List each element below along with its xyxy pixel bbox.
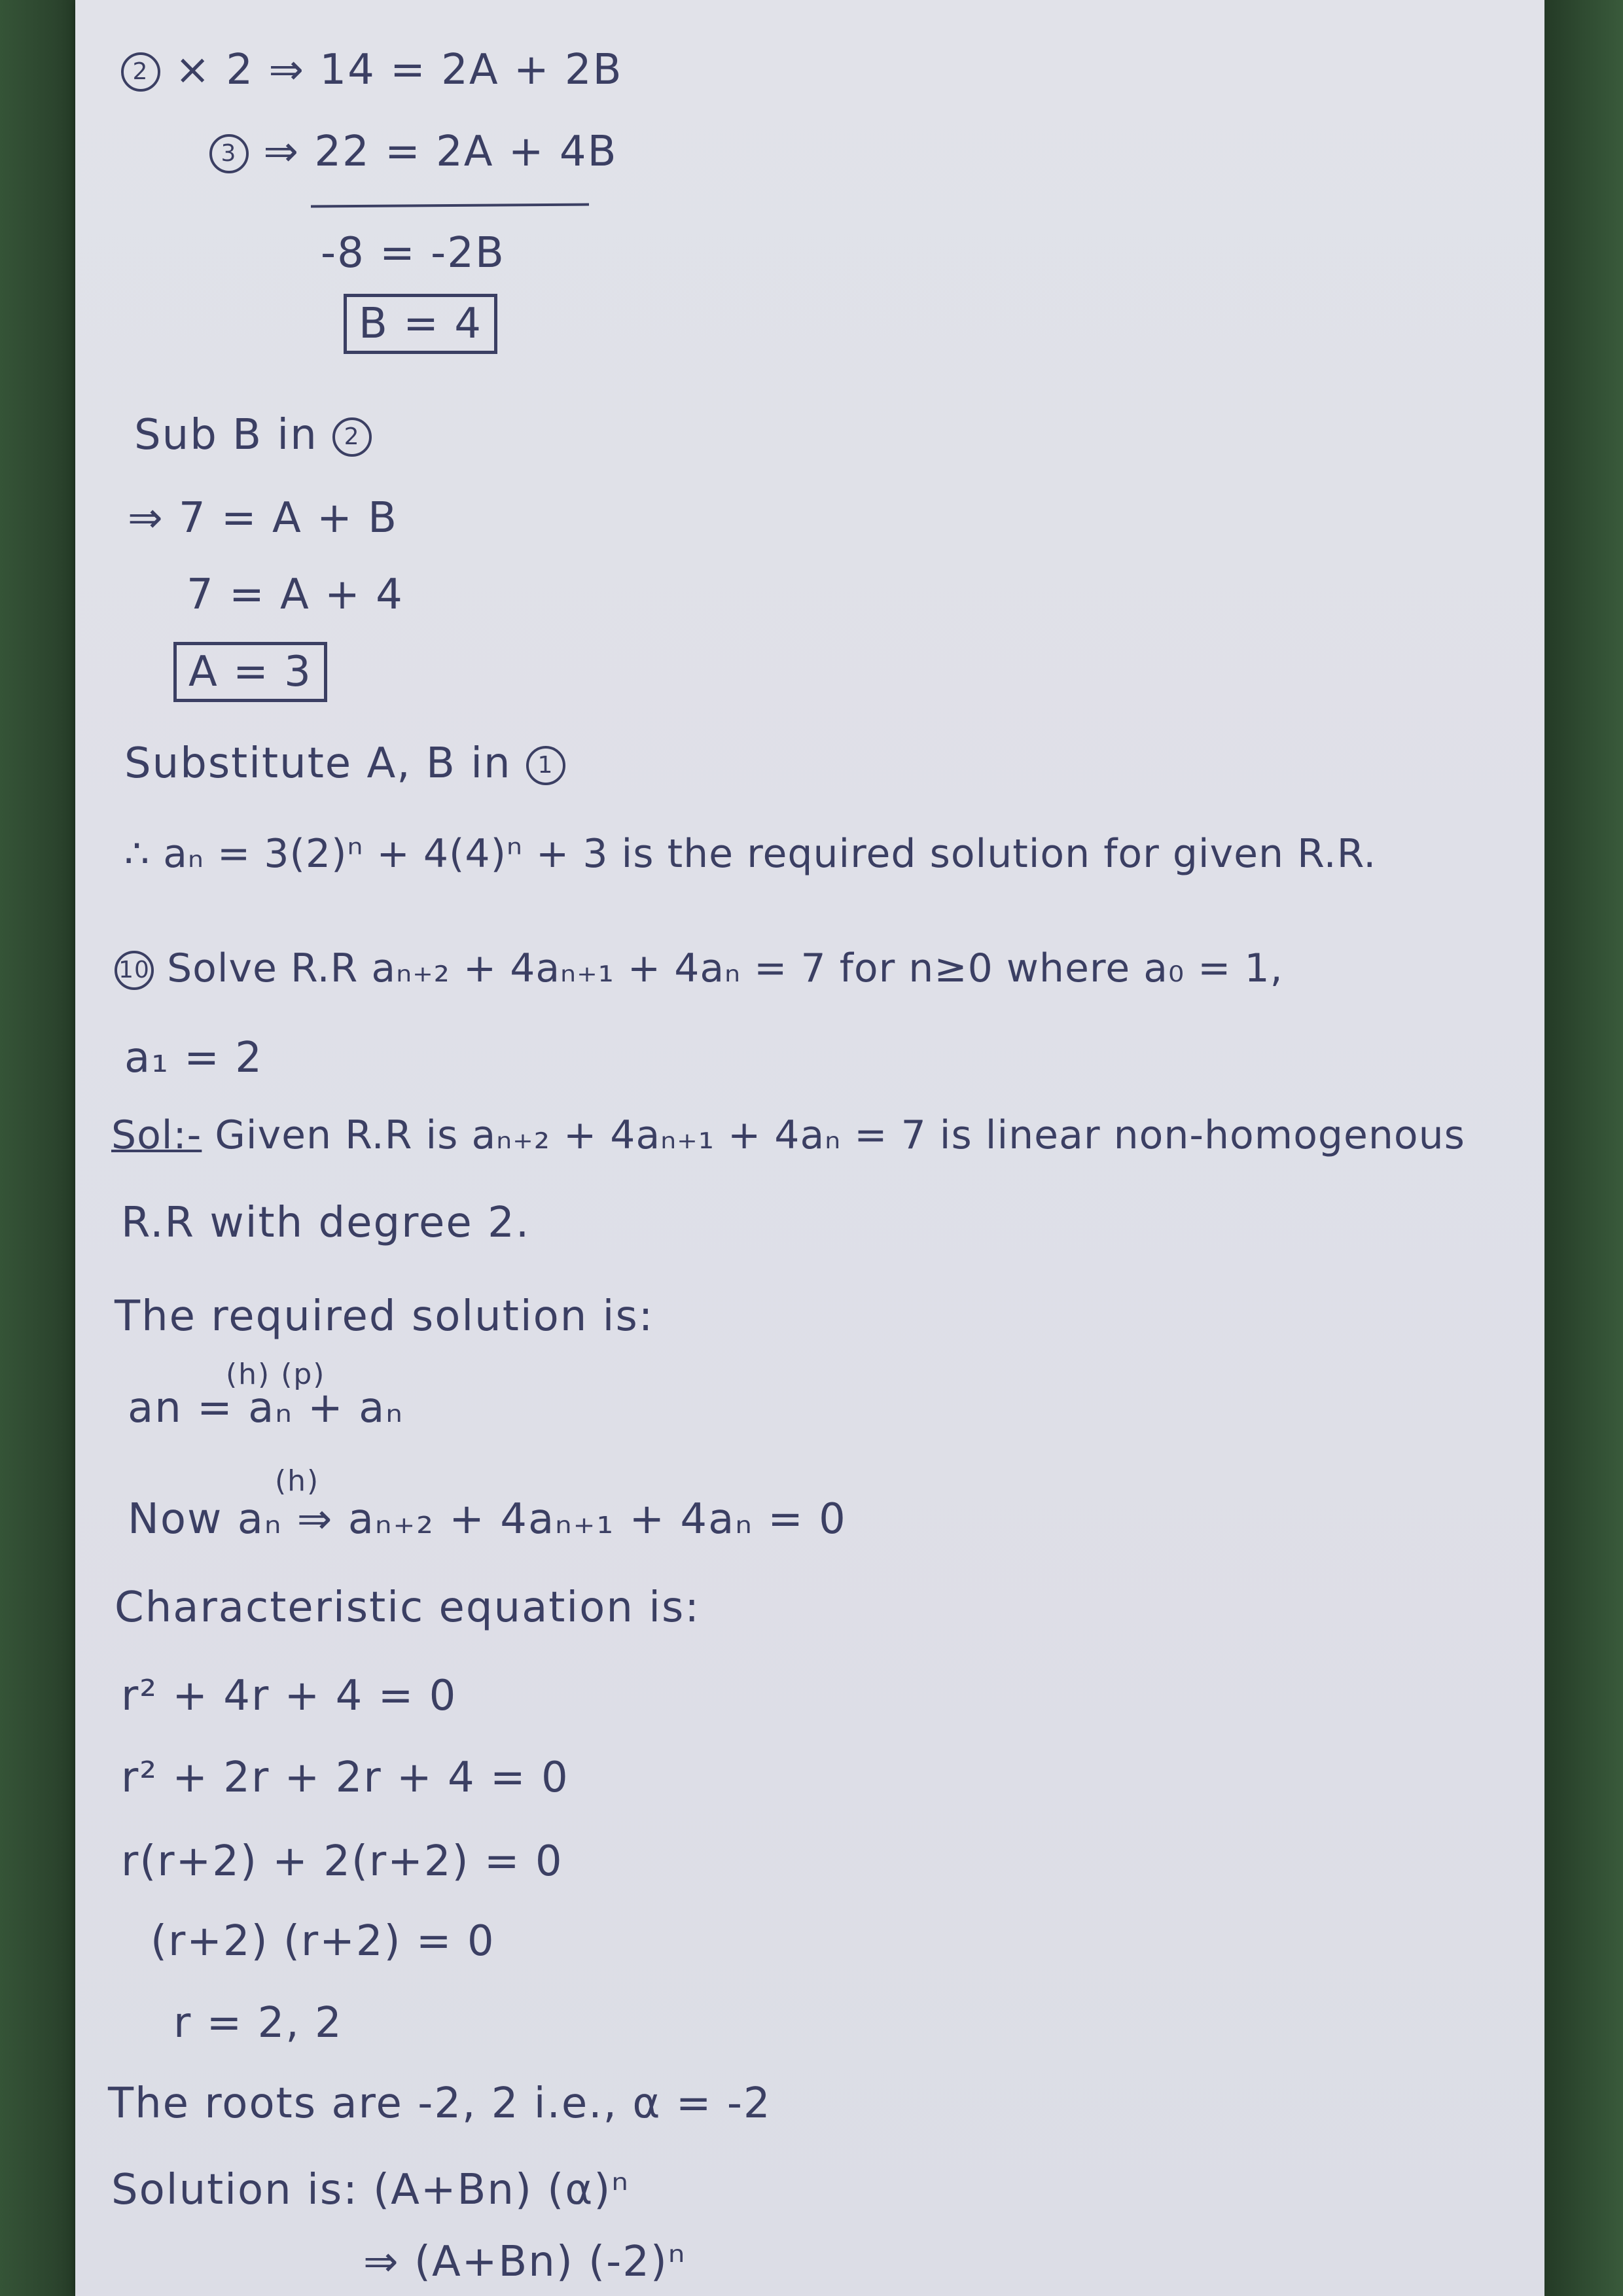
line-4 xyxy=(344,300,497,348)
line-10: ∴ aₙ = 3(2)ⁿ + 4(4)ⁿ + 3 is the required solution for given R.R. xyxy=(124,831,1377,877)
line-22: (r+2) (r+2) = 0 xyxy=(151,1917,495,1966)
line-5-text: Sub B in xyxy=(134,411,318,459)
line-8 xyxy=(173,648,327,696)
line-13 xyxy=(111,1112,1465,1158)
line-19: r² + 4r + 4 = 0 xyxy=(121,1672,457,1720)
equation-ref-1: 1 xyxy=(526,746,565,785)
line-5 xyxy=(134,411,372,459)
question-number-10: 10 xyxy=(115,951,154,990)
line-17: Now aₙ ⇒ aₙ₊₂ + 4aₙ₊₁ + 4aₙ = 0 xyxy=(128,1495,847,1544)
line-15: The required solution is: xyxy=(115,1292,654,1341)
line-3: -8 = -2B xyxy=(321,229,505,277)
line-16-superscripts: (h) (p) xyxy=(226,1358,326,1391)
line-23: r = 2, 2 xyxy=(173,1999,343,2047)
line-2-text: ⇒ 22 = 2A + 4B xyxy=(263,128,618,176)
equation-ref-2: 2 xyxy=(121,52,160,92)
line-9-text: Substitute A, B in xyxy=(124,739,512,788)
equation-ref-3: 3 xyxy=(209,134,249,173)
solution-label: Sol:- xyxy=(111,1112,202,1158)
photo-background-left xyxy=(0,0,75,2296)
line-2 xyxy=(209,128,618,176)
line-21: r(r+2) + 2(r+2) = 0 xyxy=(121,1837,563,1886)
line-6: ⇒ 7 = A + B xyxy=(128,494,398,542)
line-7: 7 = A + 4 xyxy=(187,571,404,619)
line-26: ⇒ (A+Bn) (-2)ⁿ xyxy=(363,2238,687,2286)
equation-ref-2b: 2 xyxy=(332,417,372,457)
line-24: The roots are -2, 2 i.e., α = -2 xyxy=(108,2079,772,2128)
line-11 xyxy=(115,945,1283,991)
line-11-text: Solve R.R aₙ₊₂ + 4aₙ₊₁ + 4aₙ = 7 for n≥0 where a₀ = 1, xyxy=(167,945,1283,991)
line-20: r² + 2r + 2r + 4 = 0 xyxy=(121,1754,569,1802)
result-box-a: A = 3 xyxy=(173,642,327,702)
line-25: Solution is: (A+Bn) (α)ⁿ xyxy=(111,2166,630,2214)
line-13-text: Given R.R is aₙ₊₂ + 4aₙ₊₁ + 4aₙ = 7 is linear non-homogenous xyxy=(215,1112,1465,1158)
line-14: R.R with degree 2. xyxy=(121,1199,531,1247)
line-1-text: × 2 ⇒ 14 = 2A + 2B xyxy=(175,46,623,94)
line-16: an = aₙ + aₙ xyxy=(128,1384,404,1432)
result-box-b: B = 4 xyxy=(344,294,497,354)
line-1 xyxy=(121,46,623,94)
line-17-superscript: (h) xyxy=(275,1464,320,1498)
line-12: a₁ = 2 xyxy=(124,1034,263,1082)
line-18: Characteristic equation is: xyxy=(115,1583,700,1632)
photo-background-right xyxy=(1544,0,1623,2296)
line-9 xyxy=(124,739,565,788)
